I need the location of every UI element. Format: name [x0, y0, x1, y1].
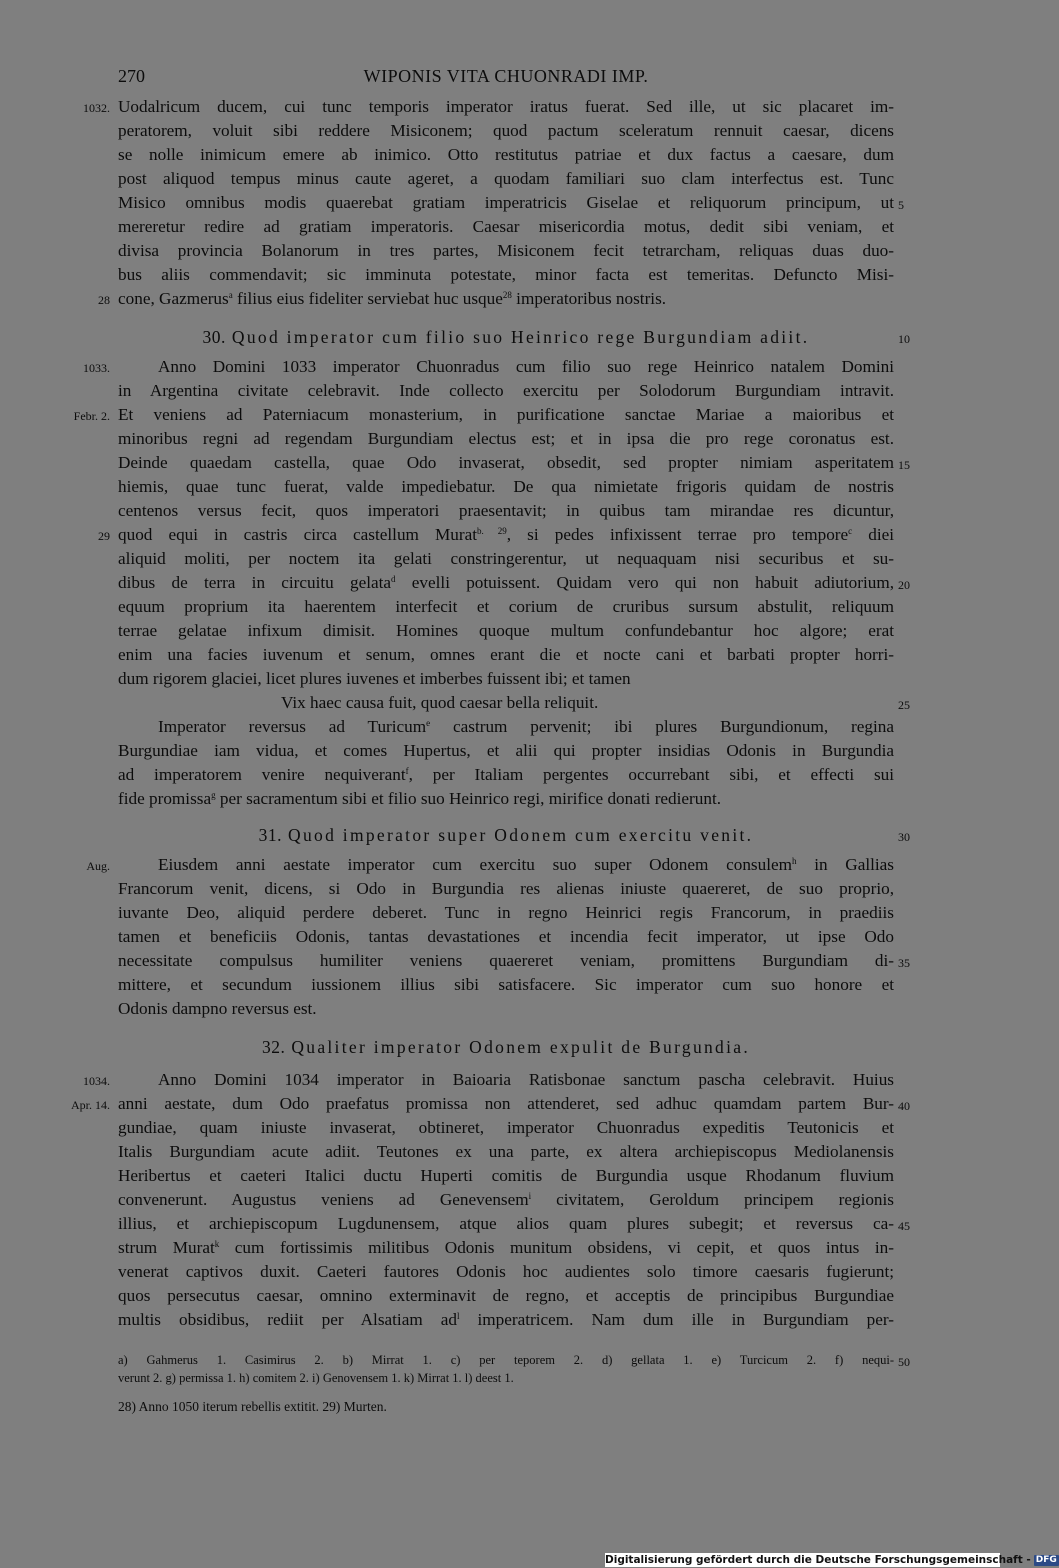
text-run: , si pedes infixissent terrae pro tempore	[506, 525, 849, 544]
margin-date: 29	[98, 529, 110, 543]
digitization-footer	[605, 1553, 1057, 1567]
text-line: equum proprium ita haerentem interfecit et corium de cruribus sursum abstulit, reliquum	[118, 597, 894, 616]
margin-date: 1034.	[83, 1074, 110, 1088]
chapter-title: Qualiter imperator Odonem expulit de Burgundia.	[291, 1037, 751, 1057]
text-line: dum rigorem glaciei, licet plures iuvenes et imberbes fuissent ibi; et tamen	[118, 669, 631, 688]
chapter-heading	[118, 1034, 894, 1060]
text-line	[118, 571, 894, 595]
chapter-number: 30.	[202, 327, 226, 347]
chapter-heading	[118, 822, 894, 848]
text-run: dibus de terra in circuitu gelata	[118, 573, 392, 592]
chapter-number: 31.	[258, 825, 283, 845]
text-line: Burgundiae iam vidua, et comes Hupertus, et alii qui propter insidias Odonis in Burgundia	[118, 741, 894, 760]
text-run: multis obsidibus, rediit per Alsatiam ad	[118, 1310, 457, 1329]
text-run: evelli potuissent. Quidam vero qui non habuit adiutorium,	[395, 573, 894, 592]
text-run: ad imperatorem venire nequiverant	[118, 765, 406, 784]
text-line: mereretur redire ad gratiam imperatoris. Caesar misericordia motus, dedit sibi veniam, et	[118, 217, 894, 236]
chapter-heading	[118, 324, 894, 350]
line-number: 45	[898, 1219, 910, 1233]
text-line: Uodalricum ducem, cui tunc temporis imperator iratus fuerat. Sed ille, ut sic placaret im-	[118, 97, 894, 116]
page-number: 270	[118, 66, 145, 86]
footnote-marker: c	[848, 526, 853, 536]
footnote-marker: b. 29	[477, 526, 507, 536]
text-line	[118, 523, 894, 547]
text-line: Misico omnibus modis quaerebat gratiam imperatricis Giselae et reliquorum principum, ut	[118, 193, 894, 212]
text-line: terrae gelatae infixum dimisit. Homines quoque multum confundebantur hoc algore; erat	[118, 621, 894, 640]
footnote-marker: h	[791, 856, 797, 866]
line-number: 15	[898, 458, 910, 472]
margin-date: Apr. 14.	[71, 1098, 110, 1112]
line-number: 35	[898, 956, 910, 970]
text-run: , per Italiam pergentes occurrebant sibi, et effecti sui	[408, 765, 894, 784]
footnote-marker: k	[214, 1239, 220, 1249]
line-number: 40	[898, 1099, 910, 1113]
line-number: 30	[898, 830, 910, 844]
line-number: 5	[898, 198, 904, 212]
text-line: peratorem, voluit sibi reddere Misiconem; quod pactum sceleratum rennuit caesar, dicens	[118, 121, 894, 140]
text-run: filius eius fideliter serviebat huc usque	[232, 289, 503, 308]
text-line: Anno Domini 1033 imperator Chuonradus cum filio suo rege Heinrico natalem Domini	[158, 357, 894, 376]
text-line: mittere, et secundum iussionem illius sibi satisfacere. Sic imperator cum suo honore et	[118, 975, 894, 994]
text-line	[118, 287, 894, 311]
text-line: post aliquod tempus minus caute ageret, a quodam familiari suo clam interfectus est. Tunc	[118, 169, 894, 188]
text-run: Eiusdem anni aestate imperator cum exercitu suo super Odonem consulem	[158, 855, 792, 874]
text-line: illius, et archiepiscopum Lugdunensem, atque alios quam plures subegit; et reversus ca-	[118, 1214, 894, 1233]
text-run: castrum pervenit; ibi plures Burgundionum, regina	[430, 717, 894, 736]
text-line: in Argentina civitate celebravit. Inde collecto exercitu per Solodorum Burgundiam intravit.	[118, 381, 894, 400]
text-run: diei	[852, 525, 894, 544]
margin-date: 1033.	[83, 361, 110, 375]
text-line: iuvante Deo, aliquid perdere deberet. Tunc in regno Heinrici regis Francorum, in praediis	[118, 903, 894, 922]
line-number: 10	[898, 332, 910, 346]
text-run: per sacramentum sibi et filio suo Heinrico regi, mirifice donati redierunt.	[215, 789, 722, 808]
variant-note-line: a) Gahmerus 1. Casimirus 2. b) Mirrat 1. c) per teporem 2. d) gellata 1. e) Turcicum 2. f) nequi-	[118, 1353, 894, 1367]
text-run: Imperator reversus ad Turicum	[158, 717, 427, 736]
text-line: Italis Burgundiam acute adiit. Teutones ex una parte, ex altera archiepiscopus Mediolanensis	[118, 1142, 894, 1161]
dfg-logo: DFG	[1035, 1554, 1057, 1565]
footnote-marker: l	[456, 1311, 460, 1321]
line-number: 50	[898, 1355, 910, 1369]
text-run: imperatricem. Nam dum ille in Burgundiam per-	[459, 1310, 894, 1329]
text-run: civitatem, Geroldum principem regionis	[531, 1190, 894, 1209]
text-line	[118, 1188, 894, 1212]
chapter-number: 32.	[261, 1037, 286, 1057]
text-line: Heribertus et caeteri Italici ductu Huperti comitis de Burgundia usque Rhodanum fluvium	[118, 1166, 894, 1185]
text-run: cum fortissimis militibus Odonis munitum obsidens, vi cepit, et quos intus in-	[219, 1238, 895, 1257]
text-run: quod equi in castris circa castellum Murat	[118, 525, 477, 544]
margin-date: 28	[98, 293, 110, 307]
margin-date: Febr. 2.	[73, 409, 110, 423]
text-line: aliquid moliti, per noctem ita gelati constringerentur, ut nequaquam nisi securibus et su-	[118, 549, 894, 568]
text-run: in Gallias	[796, 855, 894, 874]
text-line: minoribus regni ad regendam Burgundiam electus est; et in ipsa die pro rege coronatus est.	[118, 429, 894, 448]
line-number: 25	[898, 698, 910, 712]
text-line	[118, 787, 894, 811]
text-line: Francorum venit, dicens, si Odo in Burgundia res alienas iniuste quaereret, de suo proprio,	[118, 879, 894, 898]
footnote-marker: d	[391, 574, 396, 584]
text-line: Odonis dampno reversus est.	[118, 999, 317, 1018]
chapter-title: Quod imperator cum filio suo Heinrico rege Burgundiam adiit.	[231, 327, 810, 347]
text-line	[118, 1236, 894, 1260]
editorial-note-line: 28) Anno 1050 iterum rebellis extitit. 29) Murten.	[118, 1399, 387, 1414]
text-line	[118, 853, 894, 877]
text-line: enim una facies iuvenum et senum, omnes erant die et nocte cani et barbati propter horri-	[118, 645, 894, 664]
footnote-marker: e	[426, 718, 431, 728]
margin-date: Aug.	[86, 859, 110, 873]
text-line: hiemis, quae tunc fuerat, valde impediebatur. De qua nimietate frigoris quidam de nostris	[118, 477, 894, 496]
chapter-title: Quod imperator super Odonem cum exercitu venit.	[288, 825, 754, 845]
text-line: centenos versus fecit, quos imperatori praesentavit; in quibus tam mirandae res dicuntur,	[118, 501, 894, 520]
margin-date: 1032.	[83, 101, 110, 115]
text-line: gundiae, quam iniuste invaserat, obtineret, imperator Chuonradus expeditis Teutonicis et	[118, 1118, 894, 1137]
text-line	[118, 763, 894, 787]
text-line	[118, 715, 894, 739]
verse-line: Vix haec causa fuit, quod caesar bella reliquit.	[281, 693, 599, 712]
line-number: 20	[898, 578, 910, 592]
footer-credit: Digitalisierung gefördert durch die Deutsche Forschungsgemeinschaft -	[605, 1554, 1031, 1566]
text-line: tamen et beneficiis Odonis, tantas devastationes et incendia fecit imperator, ut ipse Odo	[118, 927, 894, 946]
text-line: divisa provincia Bolanorum in tres partes, Misiconem fecit tetrarcham, reliquas duas duo-	[118, 241, 894, 260]
text-line: se nolle inimicum emere ab inimico. Otto restitutus patriae et dux factus a caesare, dum	[118, 145, 894, 164]
text-run: convenerunt. Augustus veniens ad Genevensem	[118, 1190, 529, 1209]
running-title: WIPONIS VITA CHUONRADI IMP.	[363, 66, 649, 86]
text-line	[118, 1308, 894, 1332]
variant-note-line: verunt 2. g) permissa 1. h) comitem 2. i) Genovensem 1. k) Mirrat 1. l) deest 1.	[118, 1371, 514, 1385]
text-line: necessitate compulsus humiliter veniens quaereret veniam, promittens Burgundiam di-	[118, 951, 894, 970]
text-run: cone, Gazmerus	[118, 289, 229, 308]
text-line: anni aestate, dum Odo praefatus promissa non attenderet, sed adhuc quamdam partem Bur-	[118, 1094, 894, 1113]
footnote-marker: g	[211, 790, 216, 800]
text-run: fide promissa	[118, 789, 212, 808]
text-run: strum Murat	[118, 1238, 215, 1257]
text-line: Deinde quaedam castella, quae Odo invaserat, obsedit, sed propter nimiam asperitatem	[118, 453, 894, 472]
footnote-marker: i	[528, 1191, 532, 1201]
text-run: imperatoribus nostris.	[511, 289, 667, 308]
text-line: bus aliis commendavit; sic imminuta potestate, minor facta est temeritas. Defuncto Misi-	[118, 265, 894, 284]
footnote-marker: 28	[502, 290, 512, 300]
text-line: quos persecutus caesar, omnino exterminavit de regno, et acceptis de principibus Burgundiae	[118, 1286, 894, 1305]
footnote-marker: a	[228, 290, 233, 300]
text-line: Et veniens ad Paterniacum monasterium, in purificatione sanctae Mariae a maioribus et	[118, 405, 894, 424]
footnote-marker: f	[405, 766, 409, 776]
text-line: venerat captivos duxit. Caeteri fautores Odonis hoc audientes solo timore caesaris fugierunt;	[118, 1262, 894, 1281]
running-head	[118, 66, 894, 92]
text-line: Anno Domini 1034 imperator in Baioaria Ratisbonae sanctum pascha celebravit. Huius	[158, 1070, 894, 1089]
